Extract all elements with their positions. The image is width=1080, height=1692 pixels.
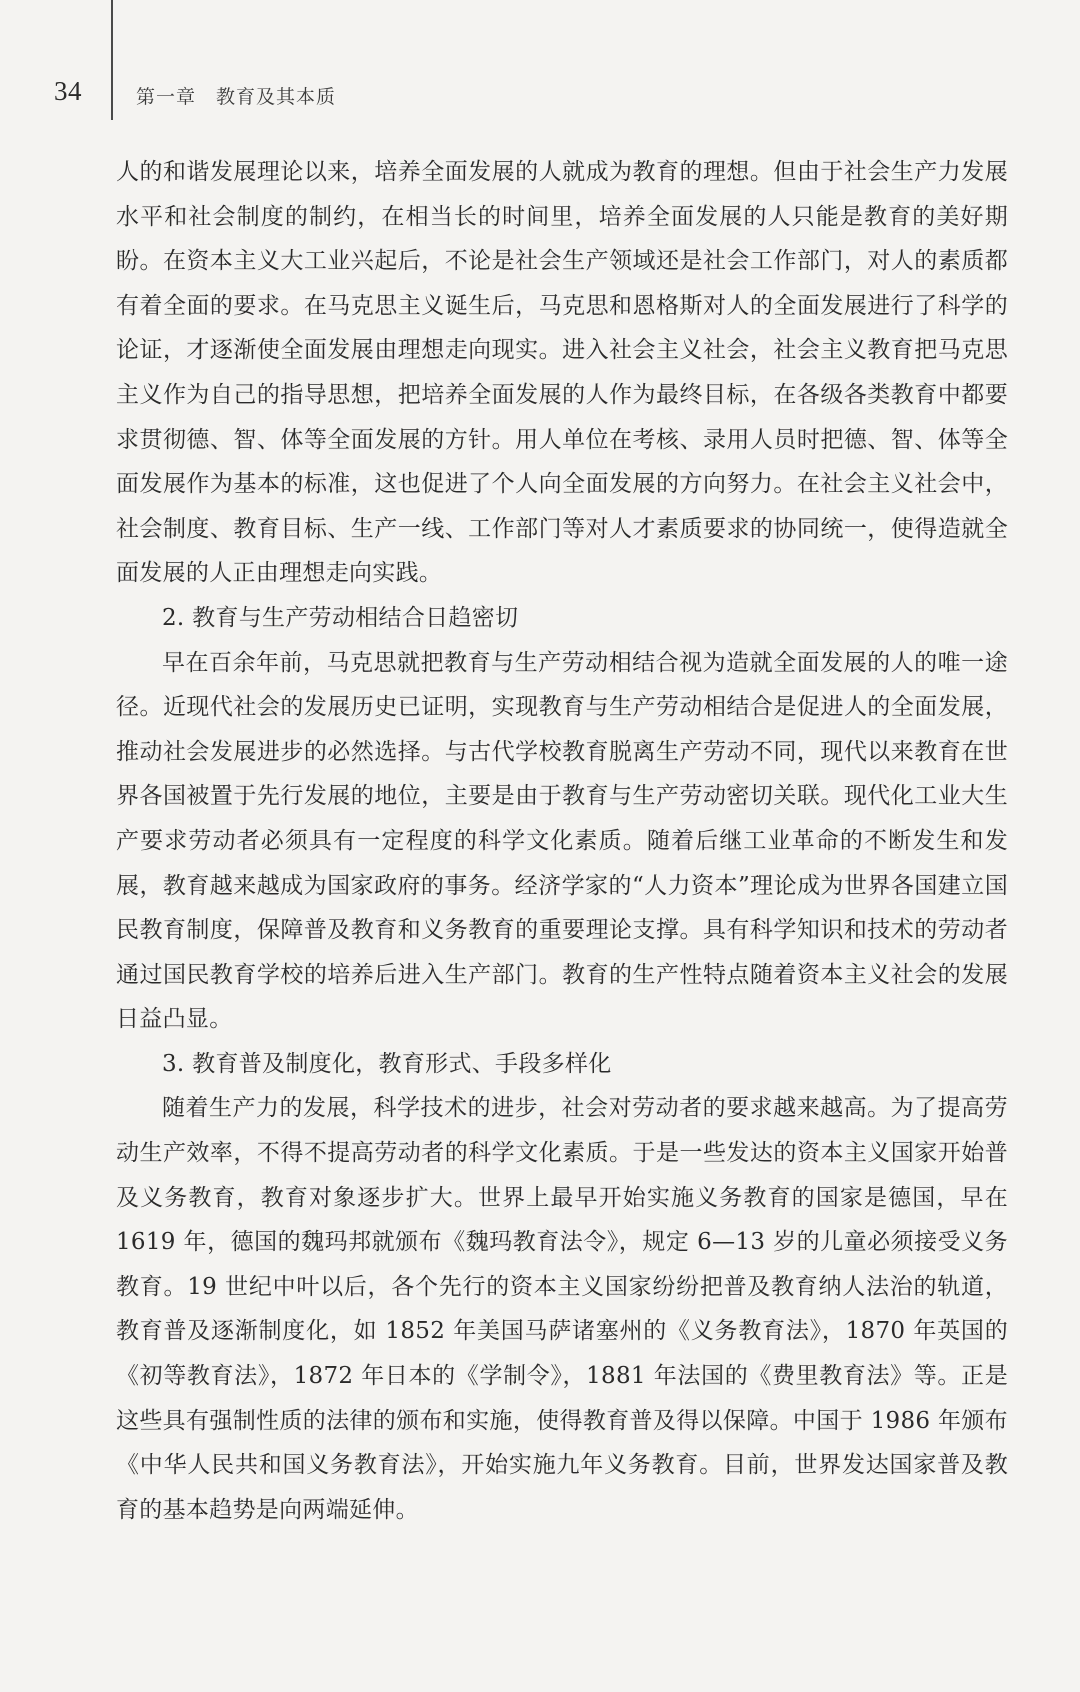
page-number: 34 <box>54 76 82 106</box>
section-heading: 2. 教育与生产劳动相结合日趋密切 <box>162 604 519 631</box>
paragraph: 随着生产力的发展，科学技术的进步，社会对劳动者的要求越来越高。为了提高劳动生产效率，不得不提高劳动者的科学文化素质。于是一些发达的资本主义国家开始普及义务教育，教育对象逐步扩大。世界上最早开始实施义务教育的国家是德国，早在 1619 年，德国的魏玛邦就颁布《魏玛教育法令》，规定 6—13 岁的儿童必须接受义务教育。19 世纪中叶以后，各个先行的资本主义国家纷纷把普及教育纳人法治的轨道，教育普及逐渐制度化，如 1852 年美国马萨诸塞州的《义务教育法》，1870 年英国的《初等教育法》，1872 年日本的《学制令》，1881 年法国的《费里教育法》等。正是这些具有强制性质的法律的颁布和实施，使得教育普及得以保障。中国于 1986 年颁布《中华人民共和国义务教育法》，开始实施九年义务教育。目前，世界发达国家普及教育的基本趋势是向两端延伸。 <box>116 1095 1008 1523</box>
body-text <box>116 150 1008 1532</box>
running-head: 第一章 教育及其本质 <box>136 86 337 108</box>
paragraph: 早在百余年前，马克思就把教育与生产劳动相结合视为造就全面发展的人的唯一途径。近现代社会的发展历史已证明，实现教育与生产劳动相结合是促进人的全面发展，推动社会发展进步的必然选择。与古代学校教育脱离生产劳动不同，现代以来教育在世界各国被置于先行发展的地位，主要是由于教育与生产劳动密切关联。现代化工业大生产要求劳动者必须具有一定程度的科学文化素质。随着后继工业革命的不断发生和发展，教育越来越成为国家政府的事务。经济学家的“人力资本”理论成为世界各国建立国民教育制度，保障普及教育和义务教育的重要理论支撑。具有科学知识和技术的劳动者通过国民教育学校的培养后进入生产部门。教育的生产性特点随着资本主义社会的发展日益凸显。 <box>116 649 1008 1033</box>
header-divider <box>111 0 113 120</box>
paragraph: 人的和谐发展理论以来，培养全面发展的人就成为教育的理想。但由于社会生产力发展水平和社会制度的制约，在相当长的时间里，培养全面发展的人只能是教育的美好期盼。在资本主义大工业兴起后，不论是社会生产领域还是社会工作部门，对人的素质都有着全面的要求。在马克思主义诞生后，马克思和恩格斯对人的全面发展进行了科学的论证，才逐渐使全面发展由理想走向现实。进入社会主义社会，社会主义教育把马克思主义作为自己的指导思想，把培养全面发展的人作为最终目标，在各级各类教育中都要求贯彻德、智、体等全面发展的方针。用人单位在考核、录用人员时把德、智、体等全面发展作为基本的标准，这也促进了个人向全面发展的方向努力。在社会主义社会中，社会制度、教育目标、生产一线、工作部门等对人才素质要求的协同统一，使得造就全面发展的人正由理想走向实践。 <box>116 159 1008 587</box>
section-heading: 3. 教育普及制度化，教育形式、手段多样化 <box>162 1050 612 1077</box>
